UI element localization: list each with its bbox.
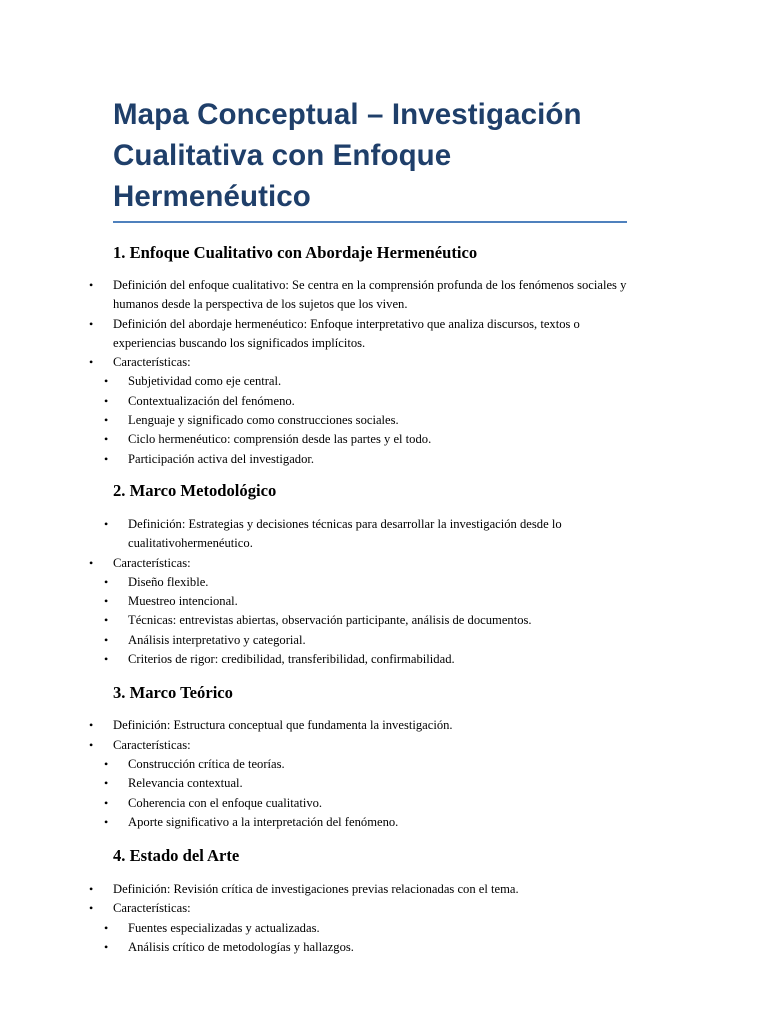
bullet-list [89, 716, 628, 832]
bullet-icon: • [89, 718, 94, 733]
section-heading: 2. Marco Metodológico [113, 480, 277, 500]
list-item [104, 631, 628, 650]
section-heading: 4. Estado del Arte [113, 846, 240, 866]
bullet-icon: • [89, 901, 94, 916]
bullet-list [89, 880, 628, 957]
list-item-text: Análisis interpretativo y categorial. [128, 632, 306, 647]
bullet-icon: • [89, 555, 94, 570]
section-heading: 3. Marco Teórico [113, 683, 233, 703]
bullet-icon: • [89, 737, 94, 752]
section-1 [89, 242, 628, 469]
bullet-icon: • [89, 278, 94, 292]
list-item-text: Criterios de rigor: credibilidad, transferibilidad, confirmabilidad. [128, 652, 455, 667]
bullet-icon: • [104, 574, 109, 589]
list-item [104, 411, 628, 430]
bullet-icon: • [89, 882, 94, 897]
list-item-text: Técnicas: entrevistas abiertas, observación participante, análisis de documentos. [128, 613, 532, 628]
list-item-text: Características: [113, 355, 191, 370]
list-item-text: Relevancia contextual. [128, 776, 243, 791]
list-item [104, 938, 628, 957]
section-heading: 1. Enfoque Cualitativo con Abordaje Hermenéutico [113, 243, 478, 262]
bullet-list [89, 515, 628, 669]
bullet-icon: • [104, 756, 109, 771]
bullet-icon: • [104, 451, 109, 466]
list-item [104, 813, 628, 832]
bullet-icon: • [104, 776, 109, 791]
list-item [89, 716, 628, 735]
list-item-text: Análisis crítico de metodologías y hallazgos. [128, 940, 354, 955]
list-item [89, 736, 628, 755]
bullet-icon: • [104, 652, 109, 667]
section-2 [89, 480, 628, 669]
list-item [104, 450, 628, 469]
list-item [89, 315, 628, 354]
list-item-text: Definición del enfoque cualitativo: Se centra en la comprensión profunda de los fenómenos sociales y humanos desde la perspectiva de los sujetos que los viven. [113, 278, 627, 312]
list-item-text: Definición: Estrategias y decisiones técnicas para desarrollar la investigación desde lo cualitativohermenéutico. [128, 516, 562, 551]
list-item [104, 515, 628, 554]
list-item [104, 592, 628, 611]
list-item [89, 899, 628, 918]
list-item [89, 880, 628, 899]
bullet-list [89, 276, 628, 469]
list-item [104, 430, 628, 449]
title-line-1: Mapa Conceptual – Investigación [113, 98, 582, 131]
bullet-icon: • [104, 814, 109, 829]
list-item-text: Construcción crítica de teorías. [128, 756, 285, 771]
document-page [89, 94, 628, 957]
bullet-icon: • [104, 393, 109, 408]
bullet-icon: • [104, 795, 109, 810]
bullet-icon: • [104, 594, 109, 609]
list-item [104, 755, 628, 774]
section-3 [89, 682, 628, 832]
list-item-text: Definición: Revisión crítica de investigaciones previas relacionadas con el tema. [113, 882, 519, 897]
bullet-icon: • [104, 632, 109, 647]
list-item [104, 573, 628, 592]
sections-container [89, 242, 628, 957]
list-item [89, 554, 628, 573]
list-item-text: Coherencia con el enfoque cualitativo. [128, 795, 323, 810]
list-item [104, 919, 628, 938]
title-line-2: Cualitativa con Enfoque Hermenéutico [113, 139, 452, 213]
list-item-text: Subjetividad como eje central. [128, 374, 282, 389]
list-item-text: Muestreo intencional. [128, 594, 238, 609]
list-item [104, 650, 628, 669]
list-item [104, 794, 628, 813]
list-item-text: Participación activa del investigador. [128, 451, 315, 466]
list-item [89, 353, 628, 372]
list-item-text: Ciclo hermenéutico: comprensión desde las partes y el todo. [128, 432, 432, 447]
bullet-icon: • [104, 613, 109, 628]
list-item [104, 392, 628, 411]
list-item-text: Características: [113, 901, 191, 916]
section-4 [89, 845, 628, 957]
bullet-icon: • [89, 316, 94, 331]
list-item [89, 276, 628, 315]
list-item-text: Características: [113, 737, 191, 752]
list-item-text: Lenguaje y significado como construcciones sociales. [128, 413, 399, 428]
list-item-text: Características: [113, 555, 191, 570]
bullet-icon: • [104, 432, 109, 447]
list-item [104, 611, 628, 630]
title-underline [113, 221, 627, 223]
list-item-text: Contextualización del fenómeno. [128, 393, 295, 408]
list-item-text: Definición: Estructura conceptual que fundamenta la investigación. [113, 718, 453, 733]
list-item-text: Aporte significativo a la interpretación del fenómeno. [128, 814, 399, 829]
bullet-icon: • [104, 413, 109, 428]
list-item-text: Diseño flexible. [128, 574, 209, 589]
list-item [104, 372, 628, 391]
document-title [113, 94, 628, 217]
list-item-text: Definición del abordaje hermenéutico: Enfoque interpretativo que analiza discursos, textos o experiencias buscando los significados implícitos. [113, 316, 580, 350]
list-item-text: Fuentes especializadas y actualizadas. [128, 920, 320, 935]
bullet-icon: • [89, 355, 94, 370]
bullet-icon: • [104, 940, 109, 955]
bullet-icon: • [104, 920, 109, 935]
bullet-icon: • [104, 516, 109, 531]
list-item [104, 774, 628, 793]
bullet-icon: • [104, 374, 109, 389]
